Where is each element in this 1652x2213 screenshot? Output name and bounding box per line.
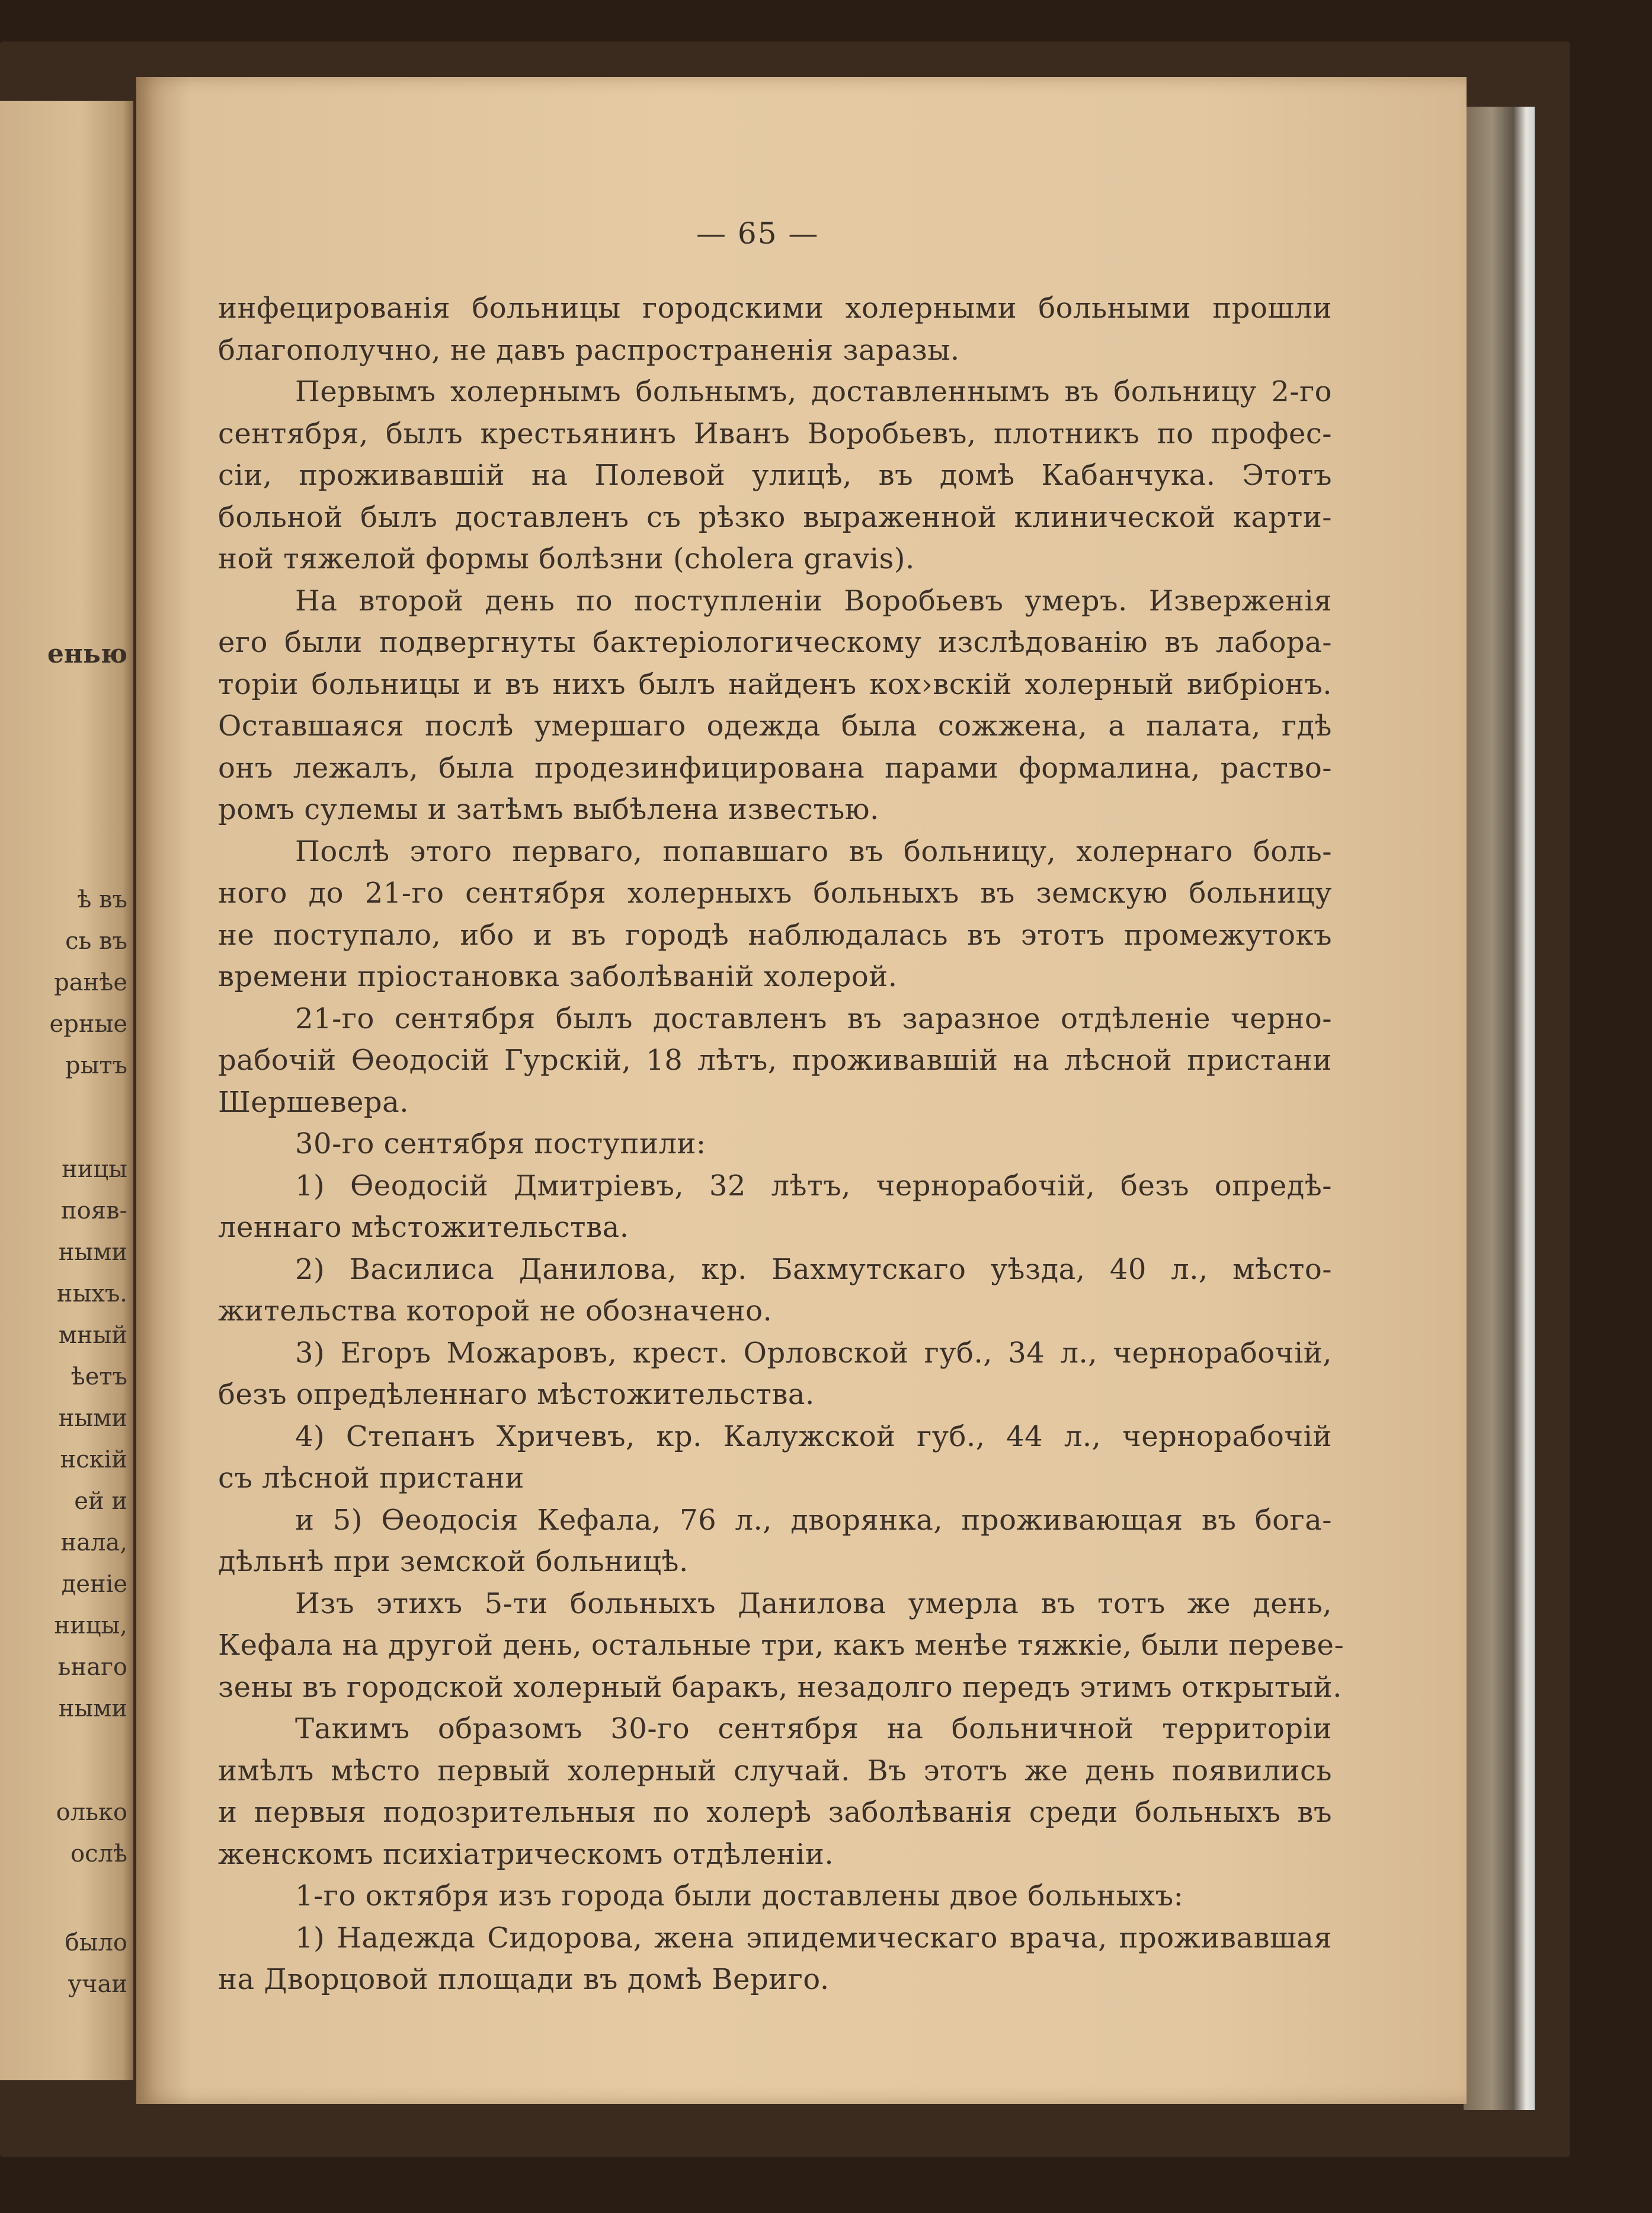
left-page-fragment: было (65, 1929, 127, 1956)
text-line: Кефала на другой день, остальные три, какъ менѣе тяжкіе, были переве- (218, 1629, 1344, 1662)
text-line: на Дворцовой площади въ домѣ Веригo. (218, 1963, 830, 1996)
left-page-fragment: ей и (74, 1488, 127, 1515)
text-line: рабочій Ѳеодосій Гурскій, 18 лѣтъ, проживавшій на лѣсной пристани (218, 1044, 1332, 1077)
left-page-fragment: ными (58, 1695, 127, 1722)
left-page-fragment: ѣ въ (77, 886, 127, 913)
text-line: 1) Надежда Сидорова, жена эпидемическаго врача, проживавшая (295, 1921, 1332, 1955)
text-line: не поступало, ибо и въ городѣ наблюдалась въ этотъ промежутокъ (218, 918, 1332, 952)
text-line: сентября, былъ крестьянинъ Иванъ Воробьевъ, плотникъ по профес- (218, 417, 1332, 450)
text-line: безъ опредѣленнаго мѣстожительства. (218, 1378, 815, 1411)
right-page (136, 77, 1467, 2104)
text-line: 3) Егоръ Можаровъ, крест. Орловской губ., 34 л., чернорабочій, (295, 1336, 1332, 1370)
text-line: благополучно, не давъ распространенія заразы. (218, 333, 960, 367)
text-line: инфецированія больницы городскими холерными больными прошли (218, 292, 1332, 325)
text-line: Шершевера. (218, 1085, 409, 1119)
text-line: торіи больницы и въ нихъ былъ найденъ кох›вскій холерный вибріонъ. (218, 667, 1332, 701)
left-page-fragment: ныхъ. (56, 1280, 127, 1307)
left-page-fragment: сь въ (65, 928, 127, 955)
left-page-fragment: ными (58, 1239, 127, 1266)
text-line: и 5) Ѳеодосія Кефала, 76 л., дворянка, проживающая въ бога- (295, 1503, 1332, 1537)
text-line: Первымъ холернымъ больнымъ, доставленнымъ въ больницу 2-го (295, 375, 1332, 408)
text-line: 1-го октября изъ города были доставлены двое больныхъ: (295, 1879, 1184, 1913)
text-line: сіи, проживавшій на Полевой улицѣ, въ домѣ Кабанчука. Этотъ (218, 459, 1332, 492)
left-page-fragment: ницы, (54, 1612, 127, 1639)
left-page-fragment: ѣетъ (71, 1363, 127, 1390)
left-page-fragment: нскій (60, 1446, 127, 1473)
text-line: дѣльнѣ при земской больницѣ. (218, 1545, 689, 1578)
text-line: имѣлъ мѣсто первый холерный случай. Въ этотъ же день появились (218, 1754, 1332, 1787)
text-line: женскомъ психіатрическомъ отдѣленіи. (218, 1837, 834, 1871)
left-page-fragment: деніе (61, 1571, 127, 1598)
left-page-fragment: рытъ (65, 1052, 127, 1079)
text-line: 30-го сентября поступили: (295, 1127, 706, 1160)
left-page-fragment: ницы (62, 1156, 127, 1183)
left-page (0, 101, 133, 2080)
text-line: Послѣ этого перваго, попавшаго въ больницу, холернаго боль- (295, 834, 1332, 868)
text-line: съ лѣсной пристани (218, 1462, 524, 1495)
text-line: зены въ городской холерный баракъ, незадолго передъ этимъ открытый. (218, 1670, 1342, 1704)
left-page-fragment: ерные (49, 1010, 127, 1038)
text-line: и первыя подозрительныя по холерѣ заболѣванія среди больныхъ въ (218, 1796, 1332, 1829)
left-page-fragment: нала, (60, 1529, 127, 1556)
text-line: На второй день по поступленіи Воробьевъ умеръ. Изверженія (295, 584, 1332, 618)
text-line: леннаго мѣстожительства. (218, 1211, 629, 1244)
left-page-fragment: енью (47, 639, 127, 669)
text-line: ной тяжелой формы болѣзни (cholera gravis). (218, 542, 915, 575)
text-line: 4) Степанъ Хричевъ, кр. Калужской губ., 44 л., чернорабочій (295, 1419, 1332, 1453)
text-line: Такимъ образомъ 30-го сентября на больничной территоріи (295, 1712, 1332, 1745)
left-page-fragment: ослѣ (70, 1840, 127, 1867)
text-line: его были подвергнуты бактеріологическому изслѣдованію въ лабора- (218, 626, 1332, 659)
text-line: ромъ сулемы и затѣмъ выбѣлена известью. (218, 793, 879, 826)
left-page-fragment: олько (56, 1799, 127, 1826)
text-line: 2) Василиса Данилова, кр. Бахмутскаго уѣзда, 40 л., мѣсто- (295, 1252, 1332, 1286)
left-page-fragment: мный (58, 1322, 127, 1349)
text-line: ного до 21-го сентября холерныхъ больныхъ въ земскую больницу (218, 877, 1332, 910)
left-page-fragment: ьнаго (57, 1654, 127, 1681)
page-number: — 65 — (696, 216, 819, 251)
text-line: Оставшаяся послѣ умершаго одежда была сожжена, а палата, гдѣ (218, 709, 1332, 743)
left-page-fragment: ными (58, 1405, 127, 1432)
text-line: онъ лежалъ, была продезинфицирована парами формалина, раство- (218, 751, 1332, 785)
page-edges (1464, 107, 1535, 2110)
text-line: Изъ этихъ 5-ти больныхъ Данилова умерла въ тотъ же день, (295, 1587, 1332, 1620)
text-line: времени пріостановка заболѣваній холерой. (218, 960, 898, 993)
left-page-fragment: ранѣе (54, 969, 127, 996)
text-line: 21-го сентября былъ доставленъ въ заразное отдѣленіе черно- (295, 1002, 1332, 1035)
left-page-fragment: появ- (60, 1197, 127, 1224)
body-text (218, 287, 1344, 2001)
text-line: больной былъ доставленъ съ рѣзко выраженной клинической карти- (218, 500, 1332, 534)
text-line: 1) Ѳеодосій Дмитріевъ, 32 лѣтъ, чернорабочій, безъ опредѣ- (295, 1169, 1332, 1203)
text-line: жительства которой не обозначено. (218, 1294, 773, 1328)
left-page-fragment: учаи (68, 1971, 127, 1998)
